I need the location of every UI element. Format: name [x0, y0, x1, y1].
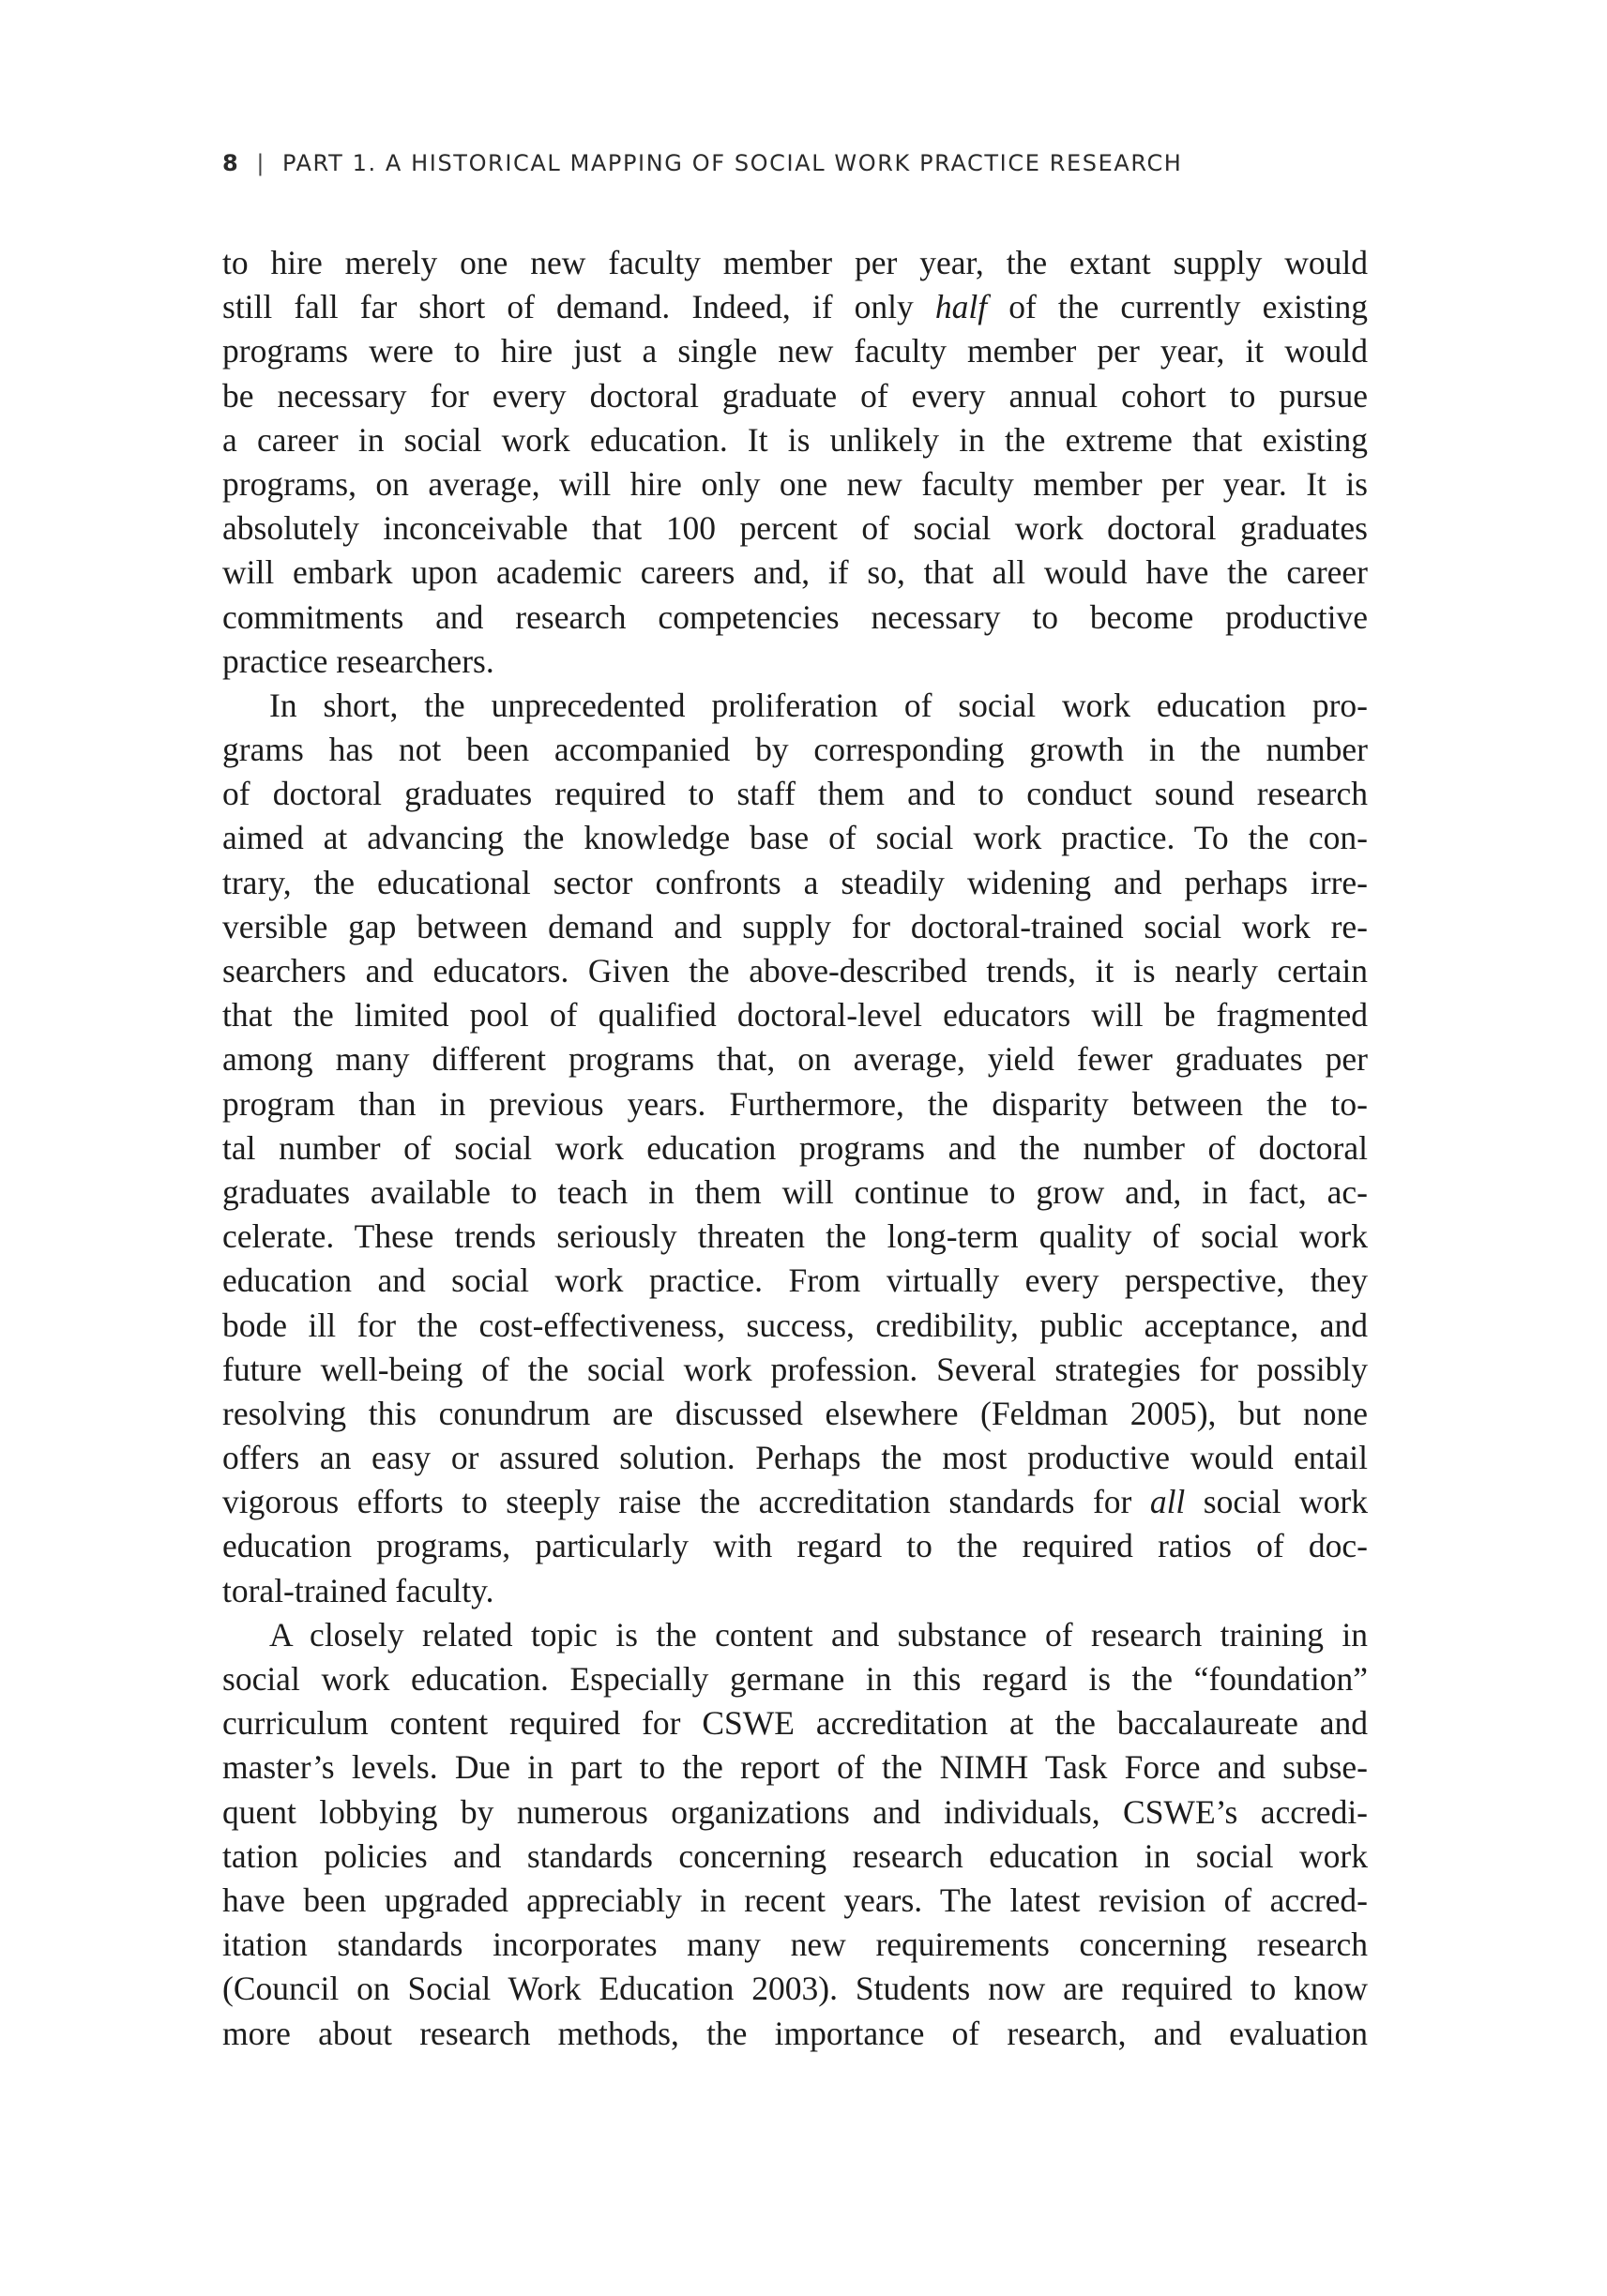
text-line: tation policies and standards concerning research education in social work	[222, 1836, 1368, 1875]
text-line: practice researchers.	[222, 642, 494, 680]
text-line: education and social work practice. From virtually every perspective, they	[222, 1261, 1368, 1300]
text-line: (Council on Social Work Education 2003). Students now are required to know	[222, 1970, 1368, 2008]
text-line: celerate. These trends seriously threaten the long-term quality of social work	[222, 1217, 1368, 1256]
text-line: grams has not been accompanied by corresponding growth in the number	[222, 731, 1368, 769]
page-number: 8	[222, 150, 240, 176]
text-line: future well-being of the social work profession. Several strategies for possibly	[222, 1350, 1368, 1388]
emphasis: half	[934, 288, 988, 326]
paragraph	[222, 684, 1368, 1613]
running-head-title: PART 1. A HISTORICAL MAPPING OF SOCIAL WORK PRACTICE RESEARCH	[282, 150, 1183, 176]
text-line: have been upgraded appreciably in recent years. The latest revision of accred-	[222, 1881, 1368, 1919]
text-line: curriculum content required for CSWE accreditation at the baccalaureate and	[222, 1704, 1368, 1743]
text-line: tal number of social work education programs and the number of doctoral	[222, 1128, 1368, 1167]
text-line: of doctoral graduates required to staff them and to conduct sound research	[222, 775, 1368, 813]
text-line: A closely related topic is the content and substance of research training in	[269, 1615, 1368, 1654]
running-head	[222, 146, 1368, 180]
text-line: commitments and research competencies necessary to become productive	[222, 597, 1368, 636]
paragraph	[222, 1613, 1368, 2056]
text-line: social work education. Especially germane in this regard is the “foundation”	[222, 1660, 1368, 1698]
text-line: that the limited pool of qualified doctoral-level educators will be fragmented	[222, 996, 1368, 1035]
text-line: a career in social work education. It is unlikely in the extreme that existing	[222, 420, 1368, 459]
text-line: more about research methods, the importance of research, and evaluation	[222, 2014, 1368, 2052]
body-text	[222, 241, 1368, 2056]
text-line: quent lobbying by numerous organizations and individuals, CSWE’s accredi-	[222, 1792, 1368, 1831]
text-line: In short, the unprecedented proliferation of social work education pro-	[269, 686, 1368, 724]
text-line: still fall far short of demand. Indeed, if only half of the currently existing	[222, 288, 1368, 326]
text-line: program than in previous years. Furthermore, the disparity between the to-	[222, 1084, 1368, 1123]
text-line: toral-trained faculty.	[222, 1571, 494, 1609]
text-line: programs, on average, will hire only one new faculty member per year. It is	[222, 464, 1368, 503]
text-line: will embark upon academic careers and, if so, that all would have the career	[222, 553, 1368, 592]
header-separator: |	[256, 150, 265, 176]
text-line: vigorous efforts to steeply raise the accreditation standards for all social work	[222, 1483, 1368, 1521]
text-line: bode ill for the cost-effectiveness, success, credibility, public acceptance, and	[222, 1306, 1368, 1344]
text-line: to hire merely one new faculty member per year, the extant supply would	[222, 244, 1368, 281]
paragraph	[222, 241, 1368, 684]
text-line: resolving this conundrum are discussed elsewhere (Feldman 2005), but none	[222, 1394, 1368, 1432]
text-line: programs were to hire just a single new faculty member per year, it would	[222, 332, 1368, 370]
text-line: graduates available to teach in them will continue to grow and, in fact, ac-	[222, 1172, 1368, 1211]
text-line: searchers and educators. Given the above-described trends, it is nearly certain	[222, 952, 1368, 989]
text-line: offers an easy or assured solution. Perhaps the most productive would entail	[222, 1439, 1368, 1477]
text-line: itation standards incorporates many new requirements concerning research	[222, 1926, 1368, 1964]
text-line: versible gap between demand and supply for doctoral-trained social work re-	[222, 907, 1368, 945]
text-line: education programs, particularly with regard to the required ratios of doc-	[222, 1527, 1368, 1565]
text-line: trary, the educational sector confronts a steadily widening and perhaps irre-	[222, 863, 1368, 901]
text-line: among many different programs that, on average, yield fewer graduates per	[222, 1040, 1368, 1079]
text-line: be necessary for every doctoral graduate of every annual cohort to pursue	[222, 376, 1368, 415]
text-line: master’s levels. Due in part to the report of the NIMH Task Force and subse-	[222, 1748, 1368, 1787]
text-line: aimed at advancing the knowledge base of social work practice. To the con-	[222, 819, 1368, 857]
text-line: absolutely inconceivable that 100 percent of social work doctoral graduates	[222, 509, 1368, 548]
emphasis: all	[1149, 1483, 1186, 1521]
